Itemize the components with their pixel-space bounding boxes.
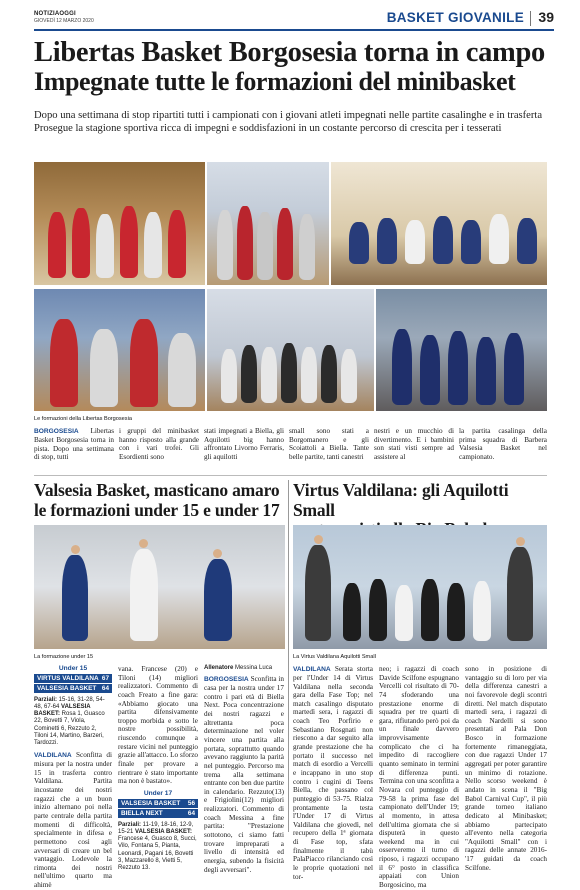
- under15-photo: [34, 525, 285, 649]
- under17-parziali: Parziali: 11-19, 18-16, 12-9, 15-21 VALSESIA BASKET: Francese 4, Guasco 8, Succi, Vilo, Fontana 5, Pianta, Leonardi, Pagani 16, Bovetti 3, Mazzarello 8, Vietti 5, Rezzuto 13.: [118, 821, 197, 871]
- under17-scoreboard: [118, 790, 198, 818]
- team-photo-3: [331, 162, 547, 285]
- under15-scoreboard: [34, 665, 112, 693]
- story-divider: [288, 480, 289, 832]
- masthead-rule: [34, 29, 554, 31]
- under15-away-row: [34, 684, 112, 693]
- under17-home-score: 56: [187, 799, 195, 807]
- team-photo-5: [207, 289, 374, 411]
- top-photo-caption: Le formazioni della Libertas Borgosesia: [34, 416, 132, 422]
- right-col-1: VALDILANA Serata storta per l'Under 14 di Virtus Valdilana nella seconda gara della Fase Top; nel match casalingo disputato martedì sera, i ragazzi di coach Teo Porfirio e Sebastiano Rosgnati non riescono a dar seguito alla grande prestazione che ha portato il successo nel match di esordio a Vercelli e incappano in uno stop contro i cugini di Teens Biella, che passano col punteggio di 53-75. Rialza prontamente la testa l'Under 17 di Virtus Valdilana che giovedì, nel recupero della 1ª giornata di Fase top, sfata finalmente il tabù PalaPiacco rilanciando così le proprie quotazioni nel tor-: [293, 665, 373, 881]
- under15-away-team: VALSESIA BASKET: [37, 684, 97, 692]
- top-article-text-3: stati impegnati a Biella, gli Aquilotti big hanno affrontato Livorno Ferraris, gli aquilotti: [204, 427, 284, 461]
- top-article-col-4: [289, 427, 369, 471]
- right-col-3: sono in posizione di vantaggio su di loro per via della differenza canestri a noi favorevole degli scontri diretti. Nel match disputato martedì sera, i ragazzi di coach Nardelli si sono presentati al Pala Don Bosco in formazione fortemente rimaneggiata, con due ragazzi Under 17 aggregati per poter garantire un minimo di rotazione. Nello scorso weekend è andato in scena il "Big Babol Carnival Cup", il più grande torneo italiano dedicato al Minibasket; abbiamo partecipato all'evento nella categoria "Aquilotti Small" con i ragazzi delle annate 2016-'17 guidati da coach Scilfone.: [465, 665, 547, 872]
- masthead-divider: [530, 11, 531, 26]
- dateline-keyword: BORGOSESIA: [34, 428, 79, 435]
- headline-line-1: Libertas Basket Borgosesia torna in campo: [34, 37, 545, 68]
- top-article-col-6: [459, 427, 547, 471]
- top-article-col-2: [119, 427, 199, 471]
- under15-home-score: 67: [101, 674, 109, 682]
- left-headline-line-2: le formazioni under 15 e under 17: [34, 499, 280, 520]
- team-photo-2: [207, 162, 329, 285]
- team-photo-6: [376, 289, 547, 411]
- main-headline: [34, 38, 554, 96]
- under17-report: BORGOSESIA Sconfitta in casa per la nostra under 17 contro i pari età di Biella Next. Poca concentrazione dei nostri ragazzi e altrettanta poca determinazione nel voler vincere una partita alla portata, soprattutto quando avevano raggiunto la parità nel punteggio. Percorso ma trema alla settimana entrante con ben due partite in calendario. Rezzuto(13) e Frigiolini(12) migliori realizzatori. Commento di coach Messina a fine partita: "Prestazione sottotono, ci siamo fatti trovare impreparati a livello di intensità ed energia, subendo la fisicità degli avversari".: [204, 675, 284, 874]
- top-article-text-1: Libertas Basket Borgosesia torna in pista. Dopo una settimana di stop, tutti: [34, 427, 114, 462]
- right-col-2: neo; i ragazzi di coach Davide Scilfone espugnano Vercelli col risultato di 70-74 sfoderando una prestazione enorme di squadra per tre quarti di gara, rifiutando però poi da un finale davvero improvvisamente complicato che ci ha impedito di raccogliere quanto seminato in termini di differenza punti. Termina con una sconfitta a Novara col punteggio di 79-58 la prima fase del campionato dell'Under 19; al momento, in attesa dell'ultima giornata che si disputerà in questo weekend ma in cui osserveremo il turno di riposo, i ragazzi occupano il 6° posto in classifica appaiati con Union Borgosicino, ma: [379, 665, 459, 890]
- under15-report: VALDILANA Sconfitta di misura per la nostra under 15 in trasferta contro Valdilana. Partita incostante dei nostri ragazzi che a un buon inizio alternano poi nella parte centrale della partita momenti di difficoltà, specialmente in difesa e permettono così agli avversari di creare un bel vantaggio. Lodevole la rimonta dei nostri nell'ultimo quarto ma ahimè: [34, 751, 112, 890]
- newspaper-brand: NOTIZIAOGGI: [34, 11, 76, 17]
- under17-away-score: 64: [187, 809, 195, 817]
- top-article-col-3: [204, 427, 284, 471]
- left-headline-line-1: Valsesia Basket, masticano amaro: [34, 480, 280, 500]
- issue-date: GIOVEDÌ 12 MARZO 2020: [34, 18, 94, 24]
- aquilotti-caption: La Virtus Valdilana Aquilotti Small: [293, 654, 376, 660]
- masthead-left: [34, 11, 94, 24]
- left-col-2: [118, 665, 198, 871]
- top-article-text-5: nestri e un mucchio di divertimento. E i bambini son stati visti sempre ad assistere al: [374, 427, 454, 461]
- top-article-text-2: i gruppi del minibasket hanno risposto alla grande con i vari trofei. Gli Esordienti sono: [119, 427, 199, 461]
- team-photo-1: [34, 162, 205, 285]
- under17-home-row: [118, 799, 198, 808]
- top-article-text-6: la partita casalinga della prima squadra di Barbera Valsesia Basket nel campionato.: [459, 427, 547, 461]
- section-title: BASKET GIOVANILE: [386, 10, 524, 25]
- under15-caption: La formazione under 15: [34, 654, 94, 660]
- under17-score-title: Under 17: [143, 789, 173, 797]
- top-article-col-1: [34, 427, 114, 471]
- top-article-col-5: [374, 427, 454, 471]
- top-article-text-4: small sono stati a Borgomanero e gli Scoiattoli a Biella. Tante belle partite, tanti canestri: [289, 427, 369, 461]
- under17-away-row: [118, 809, 198, 818]
- under17-home-team: VALSESIA BASKET: [121, 799, 181, 807]
- left-col-3: [204, 665, 284, 874]
- masthead: [34, 8, 554, 36]
- aquilotti-small-photo: [293, 525, 547, 649]
- under15-report-cont: vana. Francese (20) e Tiloni (14) migliori realizzatori. Commento di coach Freato a fine gara: «Abbiamo giocato una partita difensivamente troppo morbida e sotto le nostre possibilità, riuscendo comunque a restare vicini nel punteggio grazie all'attacco. Lo sforzo finale per provare a rientrare è stato importante ma non è bastato».: [118, 665, 198, 786]
- left-story-headline: [34, 481, 284, 520]
- under17-away-team: BIELLA NEXT: [121, 809, 163, 817]
- left-col-1: [34, 665, 112, 890]
- lead-paragraph: Dopo una settimana di stop ripartiti tutti i campionati con i giovani atleti impegnati nelle partite casalinghe e in trasferta Prosegue la stagione sportiva ricca di impegni e soddisfazioni in un costante percorso di crescita per i tesserati: [34, 110, 543, 134]
- under15-home-row: [34, 674, 112, 683]
- under15-parziali: Parziali: 15-16, 31-28, 54-48, 67-64 VALSESIA BASKET: Rosa 1, Guasco 22, Bovetti 7, Viola, Cominetti 6, Rezzuto 2, Tiloni 14, Martino, Barzeri, Tardozzi.: [34, 696, 105, 747]
- right-headline-line-1: Virtus Valdilana: gli Aquilotti Small: [293, 480, 509, 520]
- under15-away-score: 64: [101, 684, 109, 692]
- under15-score-title: Under 15: [58, 665, 88, 672]
- section-divider: [34, 475, 547, 476]
- team-photo-4: [34, 289, 205, 411]
- headline-line-2: Impegnate tutte le formazioni del minibasket: [34, 67, 516, 97]
- page-number: 39: [538, 9, 554, 25]
- under15-home-team: VIRTUS VALDILANA: [37, 674, 99, 682]
- under17-coach: Allenatore Messina Luca: [204, 665, 273, 671]
